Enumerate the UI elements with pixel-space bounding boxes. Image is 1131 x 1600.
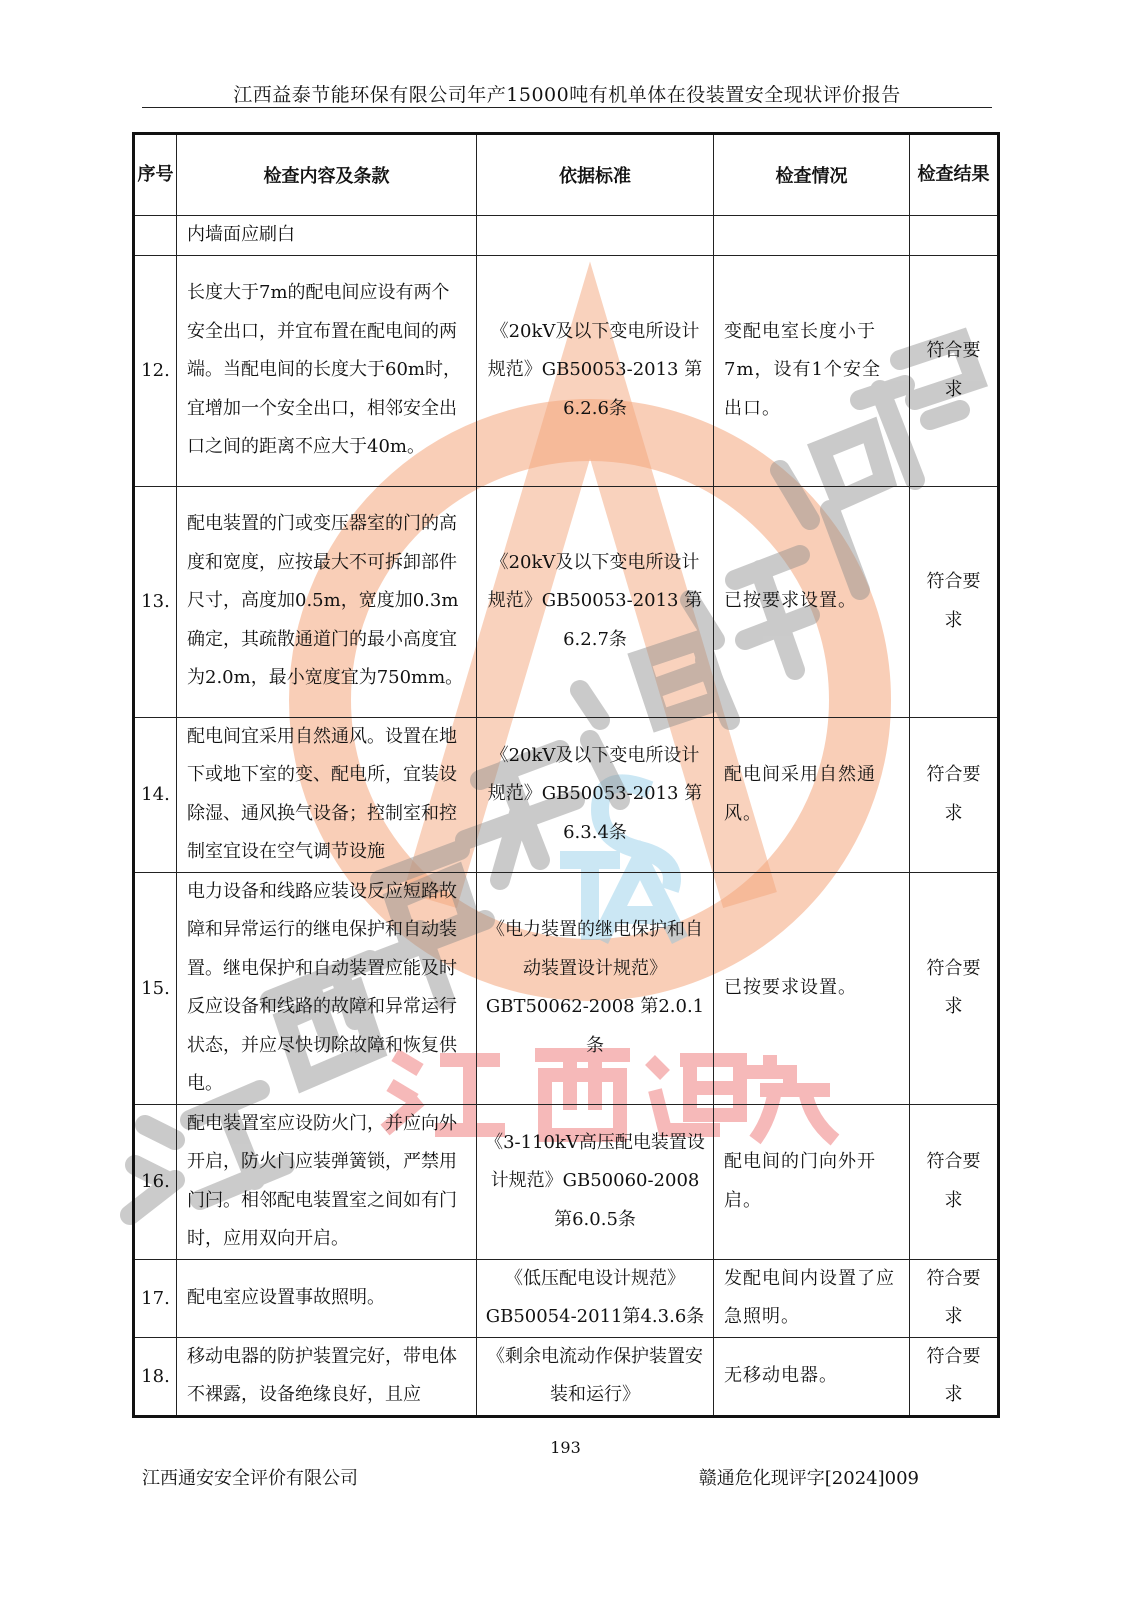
- header-divider: [142, 107, 992, 108]
- table-row: [134, 1259, 999, 1337]
- row-standard: 《电力装置的继电保护和自动装置设计规范》GBT50062-2008 第2.0.1条: [477, 872, 714, 1104]
- table-row: [134, 872, 999, 1104]
- row-status: 配电间采用自然通风。: [714, 717, 910, 872]
- row-content: 配电室应设置事故照明。: [177, 1259, 477, 1337]
- row-status: 配电间的门向外开启。: [714, 1104, 910, 1259]
- row-status: [714, 216, 910, 256]
- table-header-row: [134, 134, 999, 216]
- table-row: [134, 1104, 999, 1259]
- row-result: 符合要求: [910, 1259, 999, 1337]
- header-content: 检查内容及条款: [177, 134, 477, 216]
- row-standard: 《3-110kV高压配电装置设计规范》GB50060-2008 第6.0.5条: [477, 1104, 714, 1259]
- row-result: 符合要求: [910, 717, 999, 872]
- row-standard: 《低压配电设计规范》GB50054-2011第4.3.6条: [477, 1259, 714, 1337]
- row-content: 配电装置的门或变压器室的门的高度和宽度，应按最大不可拆卸部件尺寸，高度加0.5m，宽度加0.3m确定，其疏散通道门的最小高度宜为2.0m，最小宽度宜为750mm。: [177, 486, 477, 717]
- table-row: [134, 216, 999, 256]
- row-no: 12.: [134, 255, 177, 486]
- table-row: [134, 717, 999, 872]
- inspection-table: [132, 132, 1000, 1418]
- row-standard: [477, 216, 714, 256]
- table-row: [134, 1337, 999, 1416]
- table-row: [134, 255, 999, 486]
- row-standard: 《20kV及以下变电所设计规范》GB50053-2013 第6.2.6条: [477, 255, 714, 486]
- report-header-title: 江西益泰节能环保有限公司年产15000吨有机单体在役装置安全现状评价报告: [233, 84, 901, 106]
- row-result: 符合要求: [910, 1104, 999, 1259]
- row-status: 变配电室长度小于7m，设有1个安全出口。: [714, 255, 910, 486]
- row-no: 14.: [134, 717, 177, 872]
- row-content: 内墙面应刷白: [177, 216, 477, 256]
- row-standard: 《20kV及以下变电所设计规范》GB50053-2013 第6.3.4条: [477, 717, 714, 872]
- header-no: 序号: [134, 134, 177, 216]
- row-status: 已按要求设置。: [714, 486, 910, 717]
- header-status: 检查情况: [714, 134, 910, 216]
- row-no: 18.: [134, 1337, 177, 1416]
- row-status: 已按要求设置。: [714, 872, 910, 1104]
- row-no: [134, 216, 177, 256]
- table-row: [134, 486, 999, 717]
- footer-doc-code: 赣通危化现评字[2024]009: [698, 1468, 919, 1489]
- row-no: 15.: [134, 872, 177, 1104]
- header-standard: 依据标准: [477, 134, 714, 216]
- row-content: 电力设备和线路应装设反应短路故障和异常运行的继电保护和自动装置。继电保护和自动装置应能及时反应设备和线路的故障和异常运行状态，并应尽快切除故障和恢复供电。: [177, 872, 477, 1104]
- footer-company: 江西通安安全评价有限公司: [142, 1468, 358, 1489]
- page-number: 193: [550, 1438, 581, 1457]
- row-result: 符合要求: [910, 872, 999, 1104]
- row-content: 配电装置室应设防火门，并应向外开启，防火门应装弹簧锁，严禁用门闩。相邻配电装置室之间如有门时，应用双向开启。: [177, 1104, 477, 1259]
- row-result: 符合要求: [910, 486, 999, 717]
- row-content: 配电间宜采用自然通风。设置在地下或地下室的变、配电所，宜装设除湿、通风换气设备；控制室和控制室宜设在空气调节设施: [177, 717, 477, 872]
- row-no: 17.: [134, 1259, 177, 1337]
- row-result: [910, 216, 999, 256]
- row-no: 16.: [134, 1104, 177, 1259]
- row-status: 发配电间内设置了应急照明。: [714, 1259, 910, 1337]
- row-result: 符合要求: [910, 255, 999, 486]
- row-status: 无移动电器。: [714, 1337, 910, 1416]
- row-no: 13.: [134, 486, 177, 717]
- row-result: 符合要求: [910, 1337, 999, 1416]
- row-standard: 《剩余电流动作保护装置安装和运行》: [477, 1337, 714, 1416]
- row-content: 长度大于7m的配电间应设有两个安全出口，并宜布置在配电间的两端。当配电间的长度大于60m时，宜增加一个安全出口，相邻安全出口之间的距离不应大于40m。: [177, 255, 477, 486]
- row-standard: 《20kV及以下变电所设计规范》GB50053-2013 第6.2.7条: [477, 486, 714, 717]
- header-result: 检查结果: [910, 134, 999, 216]
- row-content: 移动电器的防护装置完好，带电体不裸露，设备绝缘良好，且应: [177, 1337, 477, 1416]
